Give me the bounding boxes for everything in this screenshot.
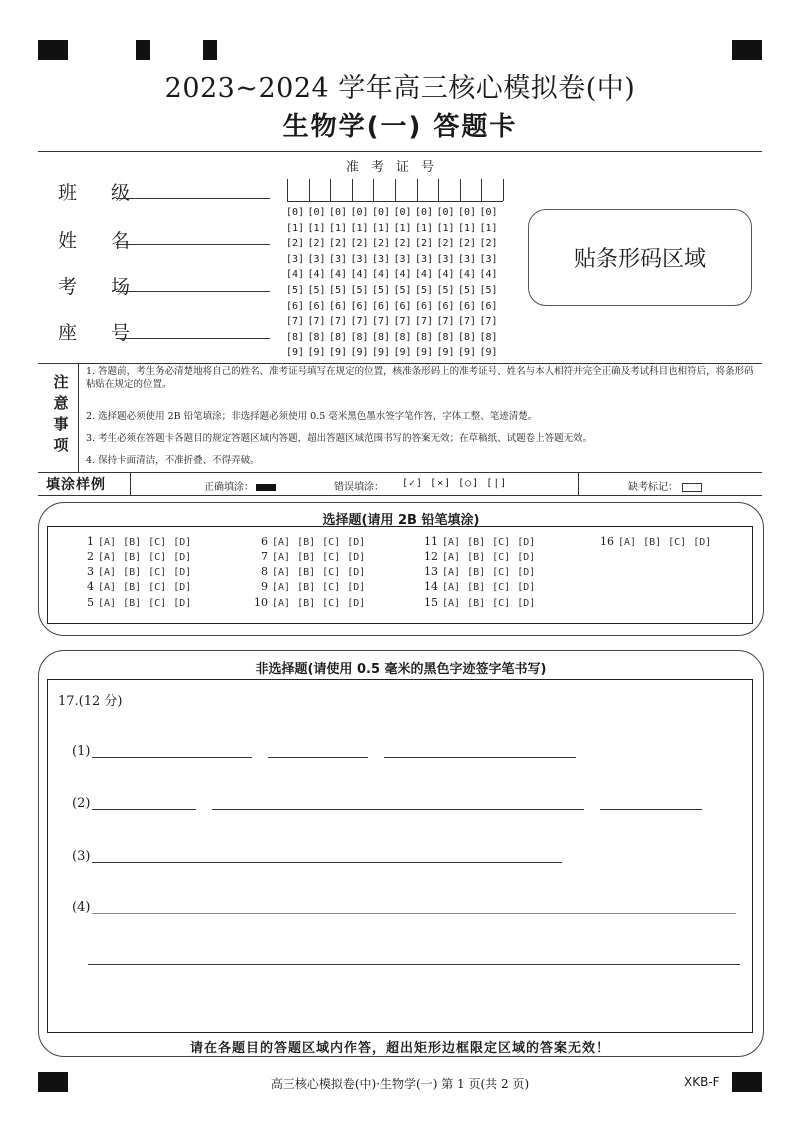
choice-question [252,580,372,593]
ticket-digit-bubble[interactable]: [4] [329,269,348,281]
ticket-digit-bubble[interactable]: [9] [372,347,391,359]
ticket-digit-bubble[interactable]: [7] [329,316,348,328]
ticket-digit-bubble[interactable]: [4] [415,269,434,281]
ticket-digit-bubble[interactable]: [1] [415,222,434,234]
ticket-digit-bubble[interactable]: [8] [393,331,412,343]
ticket-digit-bubble[interactable]: [9] [307,347,326,359]
ticket-digit-bubble[interactable]: [8] [372,331,391,343]
ticket-digit-bubble[interactable]: [9] [479,347,498,359]
part-1-answer-line-c[interactable] [384,757,576,758]
ticket-digit-bubble[interactable]: [3] [286,253,305,265]
choice-option-bubble[interactable]: [B] [297,598,316,609]
notice-item-2: 2. 选择题必须使用 2B 铅笔填涂；非选择题必须使用 0.5 毫米黑色墨水签字笔作答，字体工整、笔迹清楚。 [86,411,538,422]
ticket-digit-bubble[interactable]: [8] [307,331,326,343]
choice-option-bubble[interactable]: [A] [442,598,461,609]
ticket-digit-bubble[interactable]: [1] [436,222,455,234]
part-2-label: (2) [72,796,91,811]
choice-option-bubble[interactable]: [B] [467,552,486,563]
choice-option-bubble[interactable]: [D] [173,537,192,548]
ticket-digit-bubble[interactable]: [2] [286,238,305,250]
part-3-label: (3) [72,849,91,864]
ticket-digit-bubble[interactable]: [5] [415,284,434,296]
choice-question [422,596,542,609]
ticket-digit-bubble[interactable]: [1] [286,222,305,234]
ticket-digit-bubble[interactable]: [8] [479,331,498,343]
choice-question-number: 6 [261,535,268,548]
choice-question-number: 15 [424,596,438,609]
choice-question-number: 8 [261,565,268,578]
choice-option-bubble[interactable]: [D] [173,567,192,578]
ticket-digit-bubble[interactable]: [2] [436,238,455,250]
part-4-label: (4) [72,900,91,915]
alignment-mark-top-2 [136,40,150,60]
choice-option-bubble[interactable]: [A] [98,598,117,609]
notice-divider [78,364,79,472]
choice-option-bubble[interactable]: [C] [148,567,167,578]
ticket-digit-row [286,345,501,361]
ticket-digit-bubble[interactable]: [2] [350,238,369,250]
ticket-digit-bubble[interactable]: [3] [372,253,391,265]
ticket-digit-bubble[interactable]: [0] [372,207,391,218]
ticket-digit-bubble[interactable]: [1] [329,222,348,234]
choice-question [422,580,542,593]
choice-option-bubble[interactable]: [C] [148,582,167,593]
ticket-digit-bubble[interactable]: [6] [436,300,455,312]
fill-sample-bar [38,472,762,496]
absent-checkbox[interactable] [682,483,702,492]
ticket-digit-row [286,283,501,299]
ticket-digit-bubble[interactable]: [9] [436,347,455,359]
fill-sample-title: 填涂样例 [46,477,106,493]
ticket-digit-bubble[interactable]: [0] [479,207,498,218]
choice-option-bubble[interactable]: [D] [693,537,712,548]
ticket-number-title: 准考证号 [345,160,446,175]
footer-page-info: 高三核心模拟卷(中)·生物学(一) 第 1 页(共 2 页) [270,1077,530,1091]
choice-option-bubble[interactable]: [A] [272,552,291,563]
choice-option-bubble[interactable]: [B] [643,537,662,548]
choice-question-number: 10 [254,596,268,609]
choice-option-bubble[interactable]: [B] [297,537,316,548]
ticket-digit-bubble[interactable]: [2] [415,238,434,250]
notice-top-divider [38,363,762,364]
notice-item-4: 4. 保持卡面清洁，不准折叠、不得弄破。 [86,455,260,466]
non-choice-section [38,650,764,1057]
choice-option-bubble[interactable]: [A] [442,537,461,548]
choice-option-bubble[interactable]: [A] [98,582,117,593]
ticket-digit-bubble[interactable]: [8] [436,331,455,343]
part-4-answer-line-b[interactable] [88,964,740,965]
wrong-fill-label: 错误填涂： [334,482,384,493]
page-title: 2023~2024 学年高三核心模拟卷(中) [164,73,636,104]
ticket-digit-row [286,221,501,237]
choice-option-bubble[interactable]: [B] [467,582,486,593]
choice-question-number: 11 [424,535,438,548]
non-choice-answer-box [47,679,753,1033]
alignment-mark-top-left [38,40,68,60]
choice-option-bubble[interactable]: [D] [347,552,366,563]
ticket-digit-bubble[interactable]: [5] [479,284,498,296]
ticket-digit-row [286,205,501,221]
choice-option-bubble[interactable]: [C] [492,567,511,578]
choice-option-bubble[interactable]: [A] [98,567,117,578]
ticket-digit-row [286,330,501,346]
ticket-digit-bubble[interactable]: [3] [307,253,326,265]
ticket-digit-bubble[interactable]: [4] [286,269,305,281]
barcode-label: 贴条形码区域 [573,247,706,272]
choice-question [252,565,372,578]
choice-question-number: 2 [87,550,94,563]
choice-question [252,550,372,563]
ticket-digit-bubble[interactable]: [8] [286,331,305,343]
choice-section-title: 选择题(请用 2B 铅笔填涂) [322,513,480,528]
ticket-digit-row [286,236,501,252]
ticket-digit-bubble[interactable]: [9] [458,347,477,359]
ticket-digit-bubble[interactable]: [4] [436,269,455,281]
ticket-digit-bubble[interactable]: [9] [393,347,412,359]
choice-question [78,535,198,548]
room-label: 考 场 [58,276,145,298]
ticket-digit-bubble[interactable]: [3] [415,253,434,265]
choice-question [422,565,542,578]
ticket-digit-bubble[interactable]: [5] [393,284,412,296]
class-field[interactable] [116,198,270,199]
choice-option-bubble[interactable]: [B] [123,598,142,609]
choice-question [252,596,372,609]
choice-option-bubble[interactable]: [D] [517,582,536,593]
choice-question [78,580,198,593]
correct-fill-example: 正确填涂： [204,478,276,493]
choice-option-bubble[interactable]: [A] [98,552,117,563]
name-field[interactable] [116,244,270,245]
ticket-digit-bubble[interactable]: [1] [458,222,477,234]
choice-option-bubble[interactable]: [C] [322,598,341,609]
choice-option-bubble[interactable]: [C] [322,567,341,578]
ticket-digit-row [286,299,501,315]
choice-option-bubble[interactable]: [A] [272,582,291,593]
ticket-digit-bubble[interactable]: [3] [329,253,348,265]
name-label: 姓 名 [58,230,145,252]
choice-option-bubble[interactable]: [D] [347,537,366,548]
header-divider [38,151,762,152]
ticket-digit-bubble[interactable]: [5] [350,284,369,296]
choice-option-bubble[interactable]: [B] [467,537,486,548]
class-label: 班 级 [58,182,145,204]
non-choice-section-title: 非选择题(请使用 0.5 毫米的黑色字迹签字笔书写) [255,662,547,677]
ticket-digit-bubble[interactable]: [4] [458,269,477,281]
ticket-digit-grid[interactable] [286,205,501,361]
choice-question [78,565,198,578]
ticket-digit-bubble[interactable]: [7] [415,316,434,328]
ticket-digit-bubble[interactable]: [4] [307,269,326,281]
ticket-digit-bubble[interactable]: [7] [393,316,412,328]
ticket-digit-bubble[interactable]: [4] [393,269,412,281]
ticket-digit-bubble[interactable]: [6] [286,300,305,312]
choice-option-bubble[interactable]: [D] [173,598,192,609]
ticket-digit-bubble[interactable]: [8] [415,331,434,343]
room-field[interactable] [116,291,270,292]
choice-question [78,596,198,609]
ticket-number-boxes[interactable] [287,179,503,202]
ticket-digit-bubble[interactable]: [2] [372,238,391,250]
choice-question-number: 12 [424,550,438,563]
choice-option-bubble[interactable]: [D] [517,567,536,578]
filled-block-icon [256,484,276,491]
ticket-digit-bubble[interactable]: [0] [458,207,477,218]
choice-option-bubble[interactable]: [C] [148,537,167,548]
ticket-digit-bubble[interactable]: [6] [479,300,498,312]
choice-option-bubble[interactable]: [A] [272,567,291,578]
choice-option-bubble[interactable]: [B] [123,537,142,548]
ticket-digit-bubble[interactable]: [0] [350,207,369,218]
part-4-answer-line-a[interactable] [92,913,736,914]
choice-question-number: 7 [261,550,268,563]
choice-option-bubble[interactable]: [C] [322,552,341,563]
choice-option-bubble[interactable]: [D] [517,552,536,563]
choice-question-number: 3 [87,565,94,578]
ticket-digit-bubble[interactable]: [8] [458,331,477,343]
ticket-digit-bubble[interactable]: [7] [350,316,369,328]
choice-option-bubble[interactable]: [D] [347,582,366,593]
part-2-answer-line-c[interactable] [600,809,702,810]
seat-label: 座 号 [58,322,145,344]
choice-option-bubble[interactable]: [C] [322,582,341,593]
page-subtitle: 生物学(一) 答题卡 [282,112,518,142]
choice-question-number: 5 [87,596,94,609]
ticket-digit-bubble[interactable]: [3] [350,253,369,265]
ticket-digit-bubble[interactable]: [8] [350,331,369,343]
ticket-digit-bubble[interactable]: [6] [393,300,412,312]
choice-option-bubble[interactable]: [D] [173,552,192,563]
ticket-digit-bubble[interactable]: [7] [479,316,498,328]
choice-question-number: 1 [87,535,94,548]
ticket-digit-bubble[interactable]: [9] [329,347,348,359]
ticket-digit-bubble[interactable]: [4] [372,269,391,281]
part-2-answer-line-a[interactable] [92,809,196,810]
choice-option-bubble[interactable]: [B] [297,552,316,563]
ticket-digit-bubble[interactable]: [5] [436,284,455,296]
choice-question [422,535,542,548]
ticket-digit-bubble[interactable]: [6] [458,300,477,312]
ticket-digit-bubble[interactable]: [6] [372,300,391,312]
ticket-digit-bubble[interactable]: [3] [393,253,412,265]
choice-question [78,550,198,563]
ticket-digit-bubble[interactable]: [0] [286,207,305,218]
choice-option-bubble[interactable]: [B] [123,567,142,578]
choice-option-bubble[interactable]: [B] [297,567,316,578]
ticket-digit-bubble[interactable]: [1] [372,222,391,234]
ticket-digit-bubble[interactable]: [6] [329,300,348,312]
choice-option-bubble[interactable]: [D] [517,598,536,609]
choice-question-number: 9 [261,580,268,593]
notice-title: 注 意 事 项 [53,373,69,454]
ticket-digit-bubble[interactable]: [9] [286,347,305,359]
ticket-digit-bubble[interactable]: [2] [458,238,477,250]
ticket-digit-bubble[interactable]: [4] [479,269,498,281]
question-17-label: 17.(12 分) [58,694,123,709]
choice-option-bubble[interactable]: [A] [272,537,291,548]
choice-option-bubble[interactable]: [A] [98,537,117,548]
choice-option-bubble[interactable]: [C] [668,537,687,548]
ticket-digit-bubble[interactable]: [3] [458,253,477,265]
part-1-answer-line-a[interactable] [92,757,252,758]
choice-question [252,535,372,548]
ticket-digit-bubble[interactable]: [5] [286,284,305,296]
footer-code: XKB-F [684,1075,720,1089]
ticket-digit-bubble[interactable]: [7] [372,316,391,328]
choice-option-bubble[interactable]: [C] [148,598,167,609]
ticket-digit-bubble[interactable]: [2] [393,238,412,250]
choice-option-bubble[interactable]: [A] [442,567,461,578]
choice-option-bubble[interactable]: [C] [492,582,511,593]
notice-item-1: 1. 答题前，考生务必清楚地将自己的姓名、准考证号填写在规定的位置，核准条形码上的准考证号、姓名与本人相符并完全正确及考试科目也相符后，将条形码粘贴在规定的位置。 [86,366,754,390]
choice-option-bubble[interactable]: [B] [467,567,486,578]
choice-question-number: 14 [424,580,438,593]
ticket-digit-bubble[interactable]: [0] [307,207,326,218]
choice-option-bubble[interactable]: [C] [492,598,511,609]
ticket-digit-row [286,252,501,268]
choice-option-bubble[interactable]: [A] [442,552,461,563]
choice-option-bubble[interactable]: [B] [467,598,486,609]
choice-option-bubble[interactable]: [A] [442,582,461,593]
ticket-digit-bubble[interactable]: [0] [393,207,412,218]
ticket-digit-bubble[interactable]: [1] [479,222,498,234]
wrong-fill-marks: [✓] [×] [○] [|] [402,478,508,489]
seat-field[interactable] [116,338,270,339]
ticket-digit-bubble[interactable]: [4] [350,269,369,281]
ticket-digit-bubble[interactable]: [1] [393,222,412,234]
ticket-digit-bubble[interactable]: [7] [307,316,326,328]
part-3-answer-line[interactable] [92,862,562,863]
ticket-digit-bubble[interactable]: [6] [350,300,369,312]
alignment-mark-top-3 [203,40,217,60]
ticket-digit-bubble[interactable]: [6] [307,300,326,312]
choice-option-bubble[interactable]: [B] [123,552,142,563]
ticket-digit-bubble[interactable]: [7] [286,316,305,328]
choice-question [598,535,718,548]
choice-option-bubble[interactable]: [D] [173,582,192,593]
ticket-digit-bubble[interactable]: [1] [307,222,326,234]
ticket-digit-bubble[interactable]: [7] [436,316,455,328]
ticket-digit-bubble[interactable]: [6] [415,300,434,312]
ticket-digit-bubble[interactable]: [8] [329,331,348,343]
choice-question-number: 16 [600,535,614,548]
notice-item-3: 3. 考生必须在答题卡各题目的规定答题区域内答题，超出答题区域范围书写的答案无效；在草稿纸、试题卷上答题无效。 [86,433,593,444]
ticket-digit-bubble[interactable]: [2] [329,238,348,250]
choice-option-bubble[interactable]: [A] [618,537,637,548]
alignment-mark-top-right [732,40,762,60]
choice-option-bubble[interactable]: [A] [272,598,291,609]
ticket-digit-bubble[interactable]: [3] [479,253,498,265]
ticket-digit-bubble[interactable]: [9] [415,347,434,359]
ticket-digit-bubble[interactable]: [7] [458,316,477,328]
ticket-digit-bubble[interactable]: [5] [458,284,477,296]
choice-option-bubble[interactable]: [D] [347,567,366,578]
ticket-digit-bubble[interactable]: [5] [329,284,348,296]
choice-option-bubble[interactable]: [B] [123,582,142,593]
choice-option-bubble[interactable]: [C] [492,552,511,563]
choice-question-number: 13 [424,565,438,578]
ticket-digit-row [286,314,501,330]
choice-option-bubble[interactable]: [C] [148,552,167,563]
ticket-digit-row [286,267,501,283]
part-2-answer-line-b[interactable] [212,809,584,810]
ticket-digit-bubble[interactable]: [0] [415,207,434,218]
ticket-digit-bubble[interactable]: [9] [350,347,369,359]
choice-option-bubble[interactable]: [C] [492,537,511,548]
part-1-answer-line-b[interactable] [268,757,368,758]
bottom-warning: 请在各题目的答题区域内作答，超出矩形边框限定区域的答案无效！ [189,1041,610,1056]
barcode-area [528,209,752,306]
ticket-digit-bubble[interactable]: [0] [436,207,455,218]
ticket-digit-bubble[interactable]: [5] [372,284,391,296]
choice-question [422,550,542,563]
choice-option-bubble[interactable]: [D] [347,598,366,609]
ticket-digit-bubble[interactable]: [3] [436,253,455,265]
choice-question-number: 4 [87,580,94,593]
choice-option-bubble[interactable]: [D] [517,537,536,548]
ticket-digit-bubble[interactable]: [2] [479,238,498,250]
ticket-digit-bubble[interactable]: [1] [350,222,369,234]
absent-mark-example: 缺考标记： [628,478,702,493]
part-1-label: (1) [72,744,91,759]
ticket-digit-bubble[interactable]: [2] [307,238,326,250]
ticket-digit-bubble[interactable]: [5] [307,284,326,296]
choice-option-bubble[interactable]: [B] [297,582,316,593]
choice-option-bubble[interactable]: [C] [322,537,341,548]
ticket-digit-bubble[interactable]: [0] [329,207,348,218]
